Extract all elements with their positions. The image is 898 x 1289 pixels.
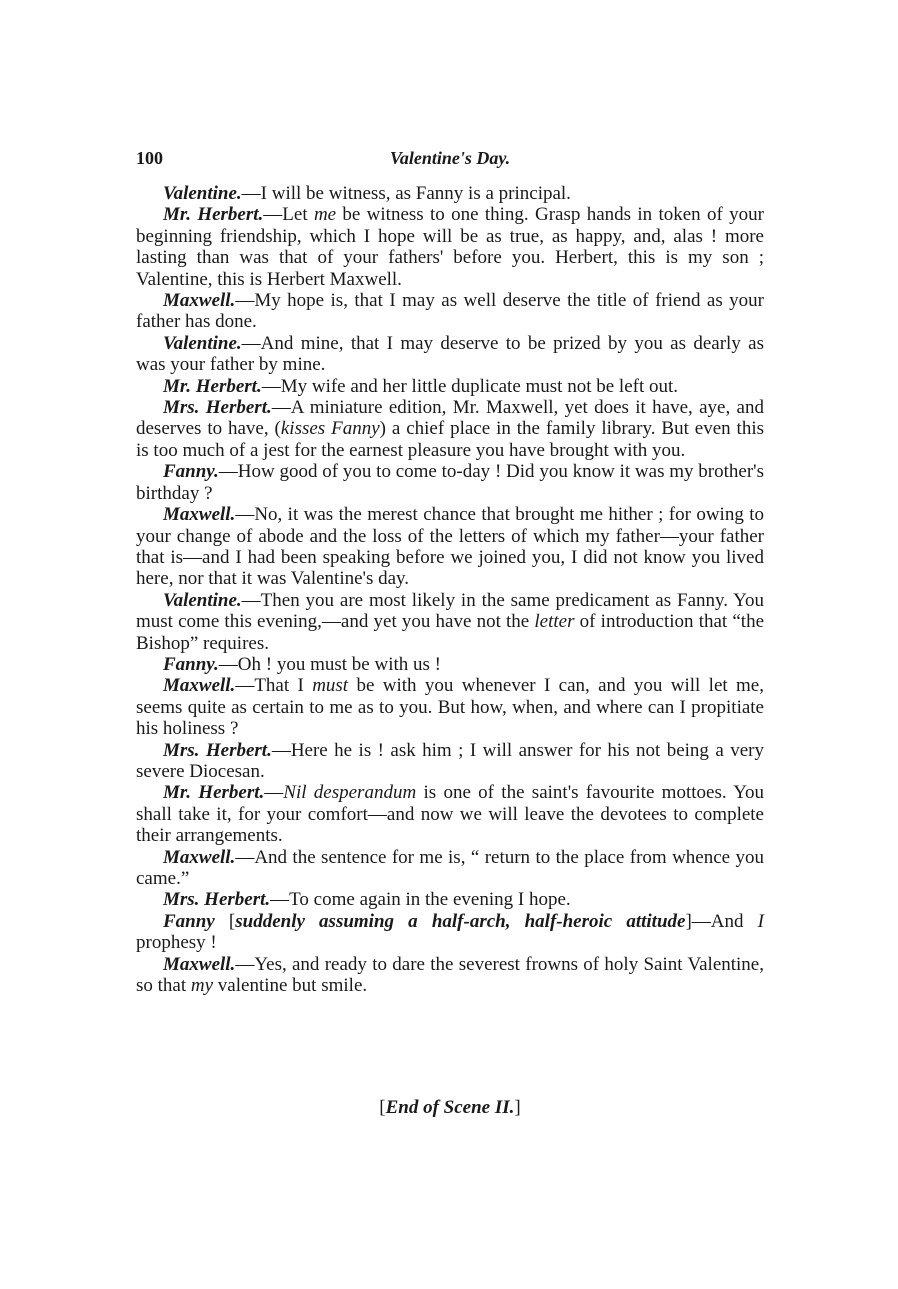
dialogue-paragraph bbox=[136, 590, 764, 654]
page-number: 100 bbox=[136, 148, 163, 168]
emphasis-text: kisses Fanny bbox=[280, 418, 380, 440]
dialogue-paragraph bbox=[136, 504, 764, 590]
emphasis-text: must bbox=[312, 675, 349, 697]
speaker-name: Maxwell. bbox=[163, 846, 236, 868]
dialogue-text: —Here he is ! ask him ; I will answer for his not being a very severe Diocesan. bbox=[136, 739, 764, 782]
speaker-name: Valentine. bbox=[163, 183, 242, 204]
speaker-name: Fanny bbox=[163, 910, 215, 932]
speaker-name: Fanny. bbox=[163, 653, 219, 675]
speaker-name: Mr. Herbert. bbox=[163, 375, 262, 397]
speaker-name: Mr. Herbert. bbox=[163, 204, 264, 226]
running-title: Valentine's Day. bbox=[389, 148, 511, 168]
dialogue-text: —No, it was the merest chance that brought me hither ; for owing to your change of abode and the loss of the letters of which my father—your father that is—and I had been speaking before we joined you, I did not know you lived here, nor that it was Valentine's day. bbox=[136, 504, 764, 590]
scene-end-marker bbox=[136, 1097, 764, 1119]
speaker-name: Fanny. bbox=[163, 461, 219, 483]
speaker-name: Mrs. Herbert. bbox=[163, 397, 272, 419]
dialogue-text: be witness to one thing. Grasp hands in token of your beginning friendship, which I hope will be as true, as happy, and, alas ! more lasting than was that of your fathers' before you. Herbert, this is my son ; Valentine, this is Herbert Maxwell. bbox=[136, 204, 764, 290]
body-text bbox=[136, 183, 764, 996]
dialogue-paragraph bbox=[136, 675, 764, 739]
speaker-name: Valentine. bbox=[163, 589, 242, 611]
speaker-name: Mr. Herbert. bbox=[163, 782, 265, 804]
speaker-name: Maxwell. bbox=[163, 290, 236, 312]
dialogue-paragraph bbox=[136, 290, 764, 333]
dialogue-text: —A miniature edition, Mr. Maxwell, yet does it have, aye, and deserves to have, ( bbox=[136, 397, 764, 440]
emphasis-text: I bbox=[757, 910, 764, 932]
dialogue-text: ) a chief place in the family library. But even this is too much of a jest for the earnest pleasure you have brought with you. bbox=[136, 418, 764, 461]
emphasis-text: Nil desperandum bbox=[283, 782, 417, 804]
speaker-name: Mrs. Herbert. bbox=[163, 889, 271, 911]
dialogue-paragraph bbox=[136, 461, 764, 504]
dialogue-text: —And mine, that I may deserve to be prized by you as dearly as was your father by mine. bbox=[136, 332, 764, 376]
dialogue-paragraph bbox=[136, 654, 764, 675]
dialogue-text: —And the sentence for me is, “ return to the place from whence you came.” bbox=[136, 846, 764, 889]
dialogue-text: of introduction that “the Bishop” requires. bbox=[136, 611, 764, 654]
dialogue-text: —I will be witness, as Fanny is a principal. bbox=[241, 183, 571, 204]
dialogue-text: valentine but smile. bbox=[213, 975, 368, 997]
dialogue-paragraph bbox=[136, 376, 764, 397]
dialogue-paragraph bbox=[136, 183, 764, 204]
speaker-name: Maxwell. bbox=[163, 504, 236, 526]
dialogue-text: — bbox=[264, 782, 284, 804]
dialogue-text: —Let bbox=[263, 204, 314, 226]
dialogue-paragraph bbox=[136, 333, 764, 376]
scene-end-text: End of Scene II. bbox=[385, 1097, 515, 1118]
dialogue-paragraph bbox=[136, 954, 764, 997]
dialogue-paragraph bbox=[136, 889, 764, 910]
dialogue-paragraph bbox=[136, 911, 764, 954]
dialogue-text: —Oh ! you must be with us ! bbox=[218, 653, 441, 675]
page-header bbox=[136, 148, 764, 172]
emphasis-text: suddenly assuming a half-arch, half-heroic attitude bbox=[235, 910, 686, 932]
dialogue-text: —That I bbox=[235, 675, 313, 697]
speaker-name: Valentine. bbox=[163, 332, 242, 354]
speaker-name: Maxwell. bbox=[163, 953, 236, 975]
dialogue-text: —How good of you to come to-day ! Did you know it was my brother's birthday ? bbox=[136, 461, 764, 504]
dialogue-text: —My wife and her little duplicate must not be left out. bbox=[261, 375, 679, 397]
dialogue-text: is one of the saint's favourite mottoes. You shall take it, for your comfort—and now we will leave the devotees to complete their arrangements. bbox=[136, 782, 765, 847]
dialogue-paragraph bbox=[136, 204, 764, 290]
speaker-name: Mrs. Herbert. bbox=[163, 739, 272, 761]
dialogue-text: —My hope is, that I may as well deserve the title of friend as your father has done. bbox=[136, 290, 764, 333]
dialogue-text: prophesy ! bbox=[136, 932, 217, 954]
dialogue-text: —To come again in the evening I hope. bbox=[270, 889, 571, 911]
dialogue-paragraph bbox=[136, 740, 764, 783]
dialogue-text: —Then you are most likely in the same predicament as Fanny. You must come this evening,—and yet you have not the bbox=[136, 589, 764, 633]
dialogue-text: ]—And bbox=[685, 910, 758, 932]
dialogue-paragraph bbox=[136, 397, 764, 461]
scene-end-close-bracket: ] bbox=[514, 1097, 521, 1118]
speaker-name: Maxwell. bbox=[163, 675, 236, 697]
dialogue-text: be with you whenever I can, and you will let me, seems quite as certain to me as to you. But how, when, and where can I propitiate his holiness ? bbox=[136, 675, 764, 740]
emphasis-text: my bbox=[190, 975, 214, 997]
dialogue-paragraph bbox=[136, 782, 764, 846]
emphasis-text: me bbox=[313, 204, 337, 226]
dialogue-paragraph bbox=[136, 847, 764, 890]
dialogue-text: [ bbox=[214, 910, 236, 932]
scene-end-open-bracket: [ bbox=[379, 1097, 386, 1118]
emphasis-text: letter bbox=[534, 611, 575, 633]
dialogue-text: —Yes, and ready to dare the severest frowns of holy Saint Valentine, so that bbox=[136, 953, 764, 997]
